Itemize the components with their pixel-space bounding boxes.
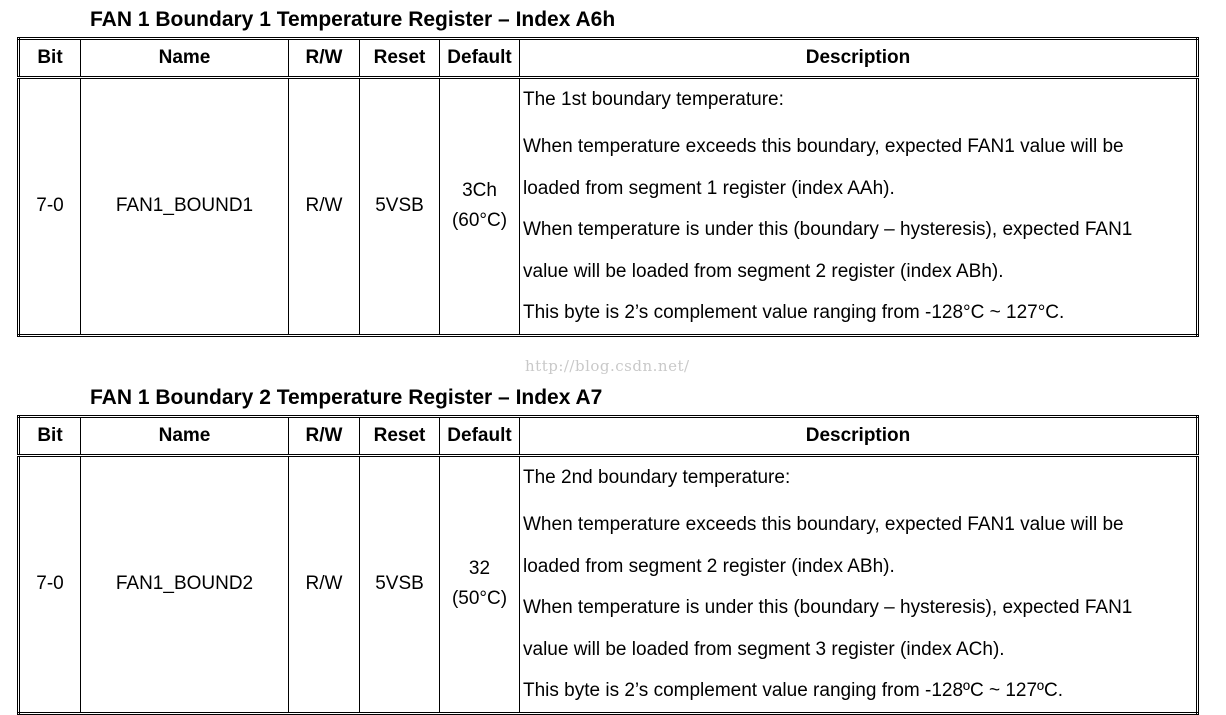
description-line: When temperature exceeds this boundary, expected FAN1 value will be <box>523 514 1124 535</box>
bit-cell: 7-0 <box>19 78 81 336</box>
watermark: http://blog.csdn.net/ <box>525 357 690 375</box>
register-title: FAN 1 Boundary 1 Temperature Register – Index A6h <box>90 8 616 31</box>
header-default: Default <box>440 39 520 78</box>
header-name: Name <box>81 417 289 456</box>
default-cell <box>440 78 520 336</box>
default-hex: 32 <box>468 558 491 580</box>
description-line: This byte is 2’s complement value ranging from -128°C ~ 127°C. <box>523 302 1065 323</box>
description-line: When temperature exceeds this boundary, expected FAN1 value will be <box>523 136 1124 157</box>
header-rw: R/W <box>289 39 360 78</box>
default-temp: (60°C) <box>451 210 508 232</box>
header-default: Default <box>440 417 520 456</box>
description-line: When temperature is under this (boundary – hysteresis), expected FAN1 <box>523 219 1133 240</box>
header-name: Name <box>81 39 289 78</box>
description-line: value will be loaded from segment 3 register (index ACh). <box>523 638 1005 660</box>
bit-cell: 7-0 <box>19 456 81 714</box>
description-line: value will be loaded from segment 2 register (index ABh). <box>523 260 1004 282</box>
header-row <box>19 417 1198 456</box>
name-cell: FAN1_BOUND2 <box>81 456 289 714</box>
description-line: The 2nd boundary temperature: <box>523 467 791 488</box>
header-description: Description <box>520 39 1198 78</box>
header-bit: Bit <box>19 39 81 78</box>
header-description: Description <box>520 417 1198 456</box>
register-table <box>17 37 1199 337</box>
table-row <box>19 78 1198 336</box>
default-temp: (50°C) <box>451 588 508 610</box>
name-cell: FAN1_BOUND1 <box>81 78 289 336</box>
description-line: loaded from segment 2 register (index ABh). <box>523 555 895 577</box>
rw-cell: R/W <box>289 456 360 714</box>
reset-cell: 5VSB <box>360 78 440 336</box>
header-row <box>19 39 1198 78</box>
description-cell <box>520 456 1198 714</box>
table-row <box>19 456 1198 714</box>
header-reset: Reset <box>360 417 440 456</box>
header-rw: R/W <box>289 417 360 456</box>
register-table <box>17 415 1199 715</box>
description-line: This byte is 2’s complement value ranging from -128ºC ~ 127ºC. <box>523 680 1063 701</box>
header-reset: Reset <box>360 39 440 78</box>
rw-cell: R/W <box>289 78 360 336</box>
description-line: loaded from segment 1 register (index AAh). <box>523 177 895 199</box>
reset-cell: 5VSB <box>360 456 440 714</box>
register-title: FAN 1 Boundary 2 Temperature Register – Index A7 <box>90 386 603 409</box>
description-line: When temperature is under this (boundary – hysteresis), expected FAN1 <box>523 597 1133 618</box>
default-cell <box>440 456 520 714</box>
default-hex: 3Ch <box>462 180 497 202</box>
description-line: The 1st boundary temperature: <box>523 89 784 110</box>
header-bit: Bit <box>19 417 81 456</box>
description-cell <box>520 78 1198 336</box>
